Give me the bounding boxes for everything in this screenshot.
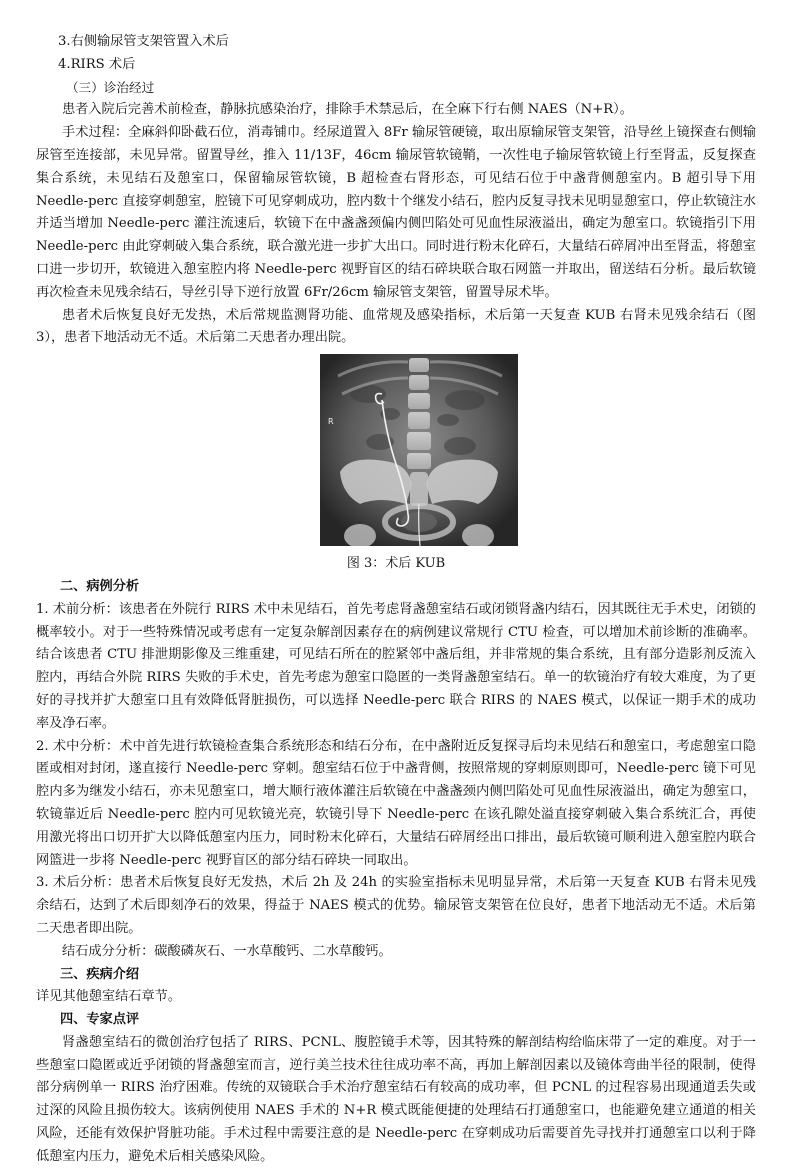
list-line-3: 3.右侧输尿管支架管置入术后 (58, 34, 229, 49)
subsection-heading: （三）诊治经过 (66, 79, 155, 95)
paragraph-postop-analysis: 3. 术后分析：患者术后恢复良好无发热，术后 2h 及 24h 的实验室指标未见明显异常，术后第一天复查 KUB 右肾未见残余结石，达到了术后即刻净石的效果，得益于 NAES 模式的优势。输尿管支架管在位良好，患者下地活动无不适。术后第二天患者即出院。 (36, 875, 757, 936)
section-heading-expert: 四、专家点评 (60, 1012, 140, 1028)
xray-image (320, 354, 518, 546)
paragraph-procedure: 手术过程：全麻斜仰卧截石位，消毒铺巾。经尿道置入 8Fr 输尿管硬镜，取出原输尿管支架管，沿导丝上镜探查右侧输尿管至连接部，未见异常。留置导丝，推入 11/13F，46cm 输尿管软镜鞘，一次性电子输尿管软镜上行至肾盂，反复探查集合系统，未见结石及憩室口，保留输尿管软镜，B 超检查右肾形态，可见结石位于中盏背侧憩室内。B 超引导下用 Needle-perc 直接穿刺憩室，腔镜下可见穿刺成功，腔内数十个继发小结石，腔内反复寻找未见明显憩室口，停止软镜注水并适当增加 Needle-perc 灌注流速后，软镜下在中盏盏颈偏内侧凹陷处可见血性尿液溢出，确定为憩室口。软镜指引下用 Needle-perc 由此穿刺破入集合系统，联合激光进一步扩大出口。同时进行粉末化碎石，大量结石碎屑冲出至肾盂，将憩室口进一步切开，软镜进入憩室腔内将 Needle-perc 视野盲区的结石碎块联合取石网篮一并取出，留送结石分析。最后软镜再次检查未见残余结石，导丝引导下逆行放置 6Fr/26cm 输尿管支架管，留置导尿术毕。 (36, 125, 756, 300)
list-line-4: 4.RIRS 术后 (58, 56, 136, 72)
xray-illustration (320, 354, 518, 546)
document-page (36, 31, 756, 1169)
figure-kub (36, 354, 756, 552)
paragraph-disease: 详见其他憩室结石章节。 (36, 989, 182, 1005)
paragraph-stone-analysis: 结石成分分析：碳酸磷灰石、一水草酸钙、二水草酸钙。 (62, 943, 392, 959)
paragraph-postop: 患者术后恢复良好无发热，术后常规监测肾功能、血常规及感染指标，术后第一天复查 KUB 右肾未见残余结石（图 3），患者下地活动无不适。术后第二天患者办理出院。 (36, 307, 756, 346)
section-heading-case-analysis: 二、病例分析 (60, 578, 140, 594)
paragraph-expert-comment: 肾盏憩室结石的微创治疗包括了 RIRS、PCNL、腹腔镜手术等，因其特殊的解剖结构给临床带了一定的难度。对于一些憩室口隐匿或近乎闭锁的肾盏憩室而言，逆行美兰技术往往成功率不高，再加上解剖因素以及镜体弯曲半径的限制，使得部分病例单一 RIRS 治疗困难。传统的双镜联合手术治疗憩室结石有较高的成功率，但 PCNL 的过程容易出现通道丢失或过深的风险且损伤较大。该病例使用 NAES 手术的 N+R 模式既能便捷的处理结石打通憩室口，也能避免建立通道的相关风险，还能有效保护肾脏功能。手术过程中需要注意的是 Needle-perc 在穿刺成功后需要首先寻找并打通憩室口以利于降低憩室内压力，避免术后相关感染风险。 (36, 1034, 756, 1164)
figure-caption: 图 3：术后 KUB (346, 556, 446, 572)
paragraph-preop-analysis: 1. 术前分析：该患者在外院行 RIRS 术中未见结石，首先考虑肾盏憩室结石或闭锁肾盏内结石，因其既往无手术史，闭锁的概率较小。对于一些特殊情况或考虑有一定复杂解剖因素存在的病例建议常规行 CTU 检查，可以增加术前诊断的准确率。结合该患者 CTU 排泄期影像及三维重建，可见结石所在的腔紧邻中盏后组，并非常规的集合系统，且有部分造影剂反流入腔内，再结合外院 RIRS 失败的手术史，首先考虑为憩室口隐匿的一类肾盏憩室结石。单一的软镜治疗有较大难度，为了更好的寻找并扩大憩室口且有效降低肾脏损伤，可以选择 Needle-perc 联合 RIRS 的 NAES 模式，以保证一期手术的成功率及净石率。 (36, 601, 756, 731)
xray-side-marker: R (328, 417, 334, 427)
paragraph-intraop-analysis: 2. 术中分析：术中首先进行软镜检查集合系统形态和结石分布，在中盏附近反复探寻后均未见结石和憩室口，考虑憩室口隐匿或相对封闭，遂直接行 Needle-perc 穿刺。憩室结石位于中盏背侧，按照常规的穿刺原则即可，Needle-perc 镜下可见腔内多为继发小结石，亦未见憩室口，增大顺行液体灌注后软镜在中盏盏颈内侧凹陷处可见血性尿液溢出，确定为憩室口，软镜靠近后 Needle-perc 腔内可见软镜光亮，软镜引导下 Needle-perc 在该孔隙处溢直接穿刺破入集合系统汇合，再使用激光将出口切开扩大以降低憩室内压力，同时粉末化碎石，大量结石碎屑经出口排出，最后软镜可顺利进入憩室腔内联合网篮进一步将 Needle-perc 视野盲区的部分结石碎块一同取出。 (36, 738, 756, 868)
section-heading-disease: 三、疾病介绍 (60, 966, 140, 982)
paragraph-admission: 患者入院后完善术前检查，静脉抗感染治疗，排除手术禁忌后，在全麻下行右侧 NAES（N+R）。 (62, 102, 633, 118)
